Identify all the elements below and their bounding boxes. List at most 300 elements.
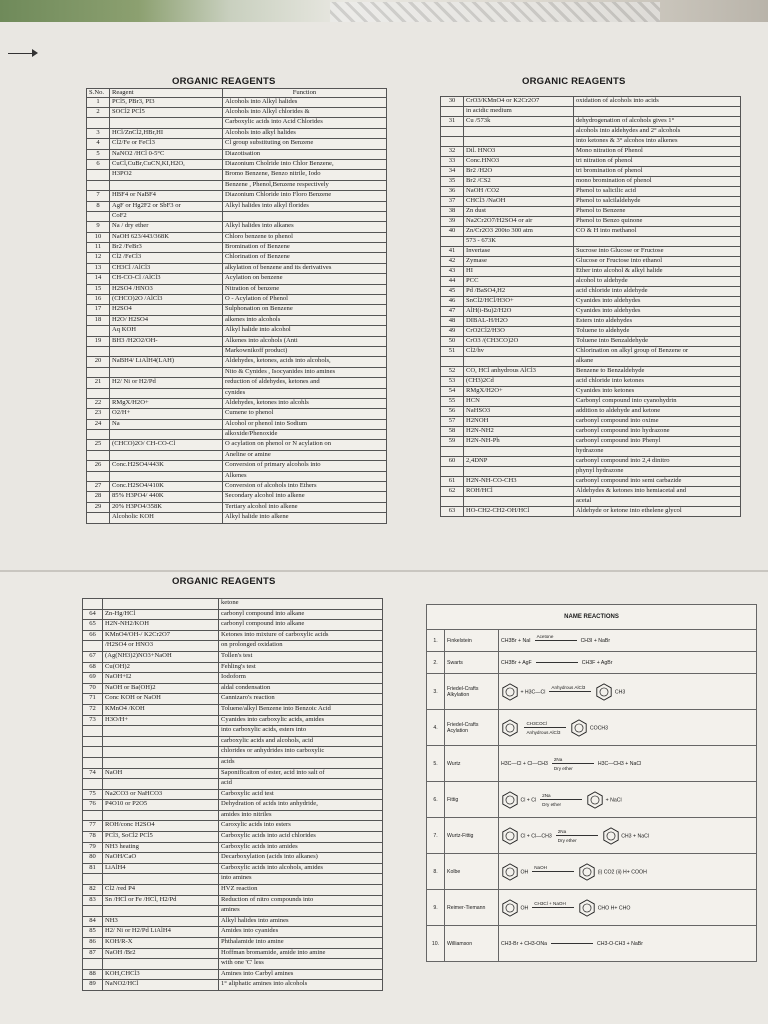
reaction-number: 1.: [427, 630, 445, 652]
table-row: [441, 477, 741, 487]
reaction-lhs: CH3-Br + CH3-ONa: [501, 940, 547, 947]
row-function: Aneline or amine: [223, 450, 387, 460]
row-function: Chlorination on alkyl group of Benzene or: [574, 347, 741, 357]
row-function: tri bromination of phenol: [574, 167, 741, 177]
benzene-ring-icon: [602, 833, 620, 839]
row-function: Alkyl halides into amines: [219, 916, 383, 927]
row-number: [87, 346, 110, 356]
row-function: O - Acylation of Phenol: [223, 295, 387, 305]
name-reactions-table: [426, 604, 757, 962]
table-row: [87, 357, 387, 367]
row-reagent: Br2 /CS2: [464, 177, 574, 187]
table-row: [87, 191, 387, 201]
table-row: [87, 284, 387, 294]
table-row: [87, 232, 387, 242]
row-number: 28: [87, 492, 110, 502]
table-row: [441, 427, 741, 437]
row-reagent: NaOH: [103, 768, 219, 779]
row-function: Hoffman bromamide, amide into amine: [219, 948, 383, 959]
row-number: 32: [441, 147, 464, 157]
header-function: Function: [223, 89, 387, 98]
table-row: [441, 317, 741, 327]
row-number: [83, 736, 103, 747]
table-row: [441, 387, 741, 397]
table-row: [83, 683, 383, 694]
row-number: 22: [87, 398, 110, 408]
reaction-arrow-icon: [532, 865, 574, 872]
reaction-equation: [499, 926, 757, 962]
row-reagent: /H2SO4 or HNO3: [103, 641, 219, 652]
table-row: [87, 243, 387, 253]
arrow-reagent-below: Anhydrous AlCl3: [526, 730, 561, 735]
table-row: [83, 651, 383, 662]
table-row: [87, 326, 387, 336]
reaction-equation: [499, 652, 757, 674]
arrow-reagent-below: Dry ether: [553, 765, 573, 771]
row-reagent: NaOH /CO2: [464, 187, 574, 197]
row-reagent: [110, 180, 223, 190]
benzene-ring-icon: [501, 797, 519, 803]
row-number: [83, 641, 103, 652]
row-number: [87, 430, 110, 440]
name-reaction-row: [427, 674, 757, 710]
row-number: 37: [441, 197, 464, 207]
row-function: Aldehydes & ketones into hemiacetal and: [574, 487, 741, 497]
row-reagent: [110, 471, 223, 481]
row-function: Alkenes: [223, 471, 387, 481]
row-function: Phenol to Benzo quinone: [574, 217, 741, 227]
reagents-table-3: [82, 598, 383, 991]
row-function: Glucose or Fructose into ethanol: [574, 257, 741, 267]
table-row: [83, 789, 383, 800]
row-number: [441, 467, 464, 477]
row-reagent: NH3 heating: [103, 842, 219, 853]
row-number: [83, 906, 103, 917]
row-reagent: HCl/ZnCl2,HBr,HI: [110, 128, 223, 138]
row-reagent: (CHCO)2O/ CH-CO-Cl: [110, 440, 223, 450]
row-number: [83, 757, 103, 768]
row-number: 7: [87, 191, 110, 201]
row-function: Carboxylic acid test: [219, 789, 383, 800]
row-function: reduction of aldehydes, ketones and: [223, 378, 387, 388]
row-number: [441, 107, 464, 117]
reaction-name: Friedel-Crafts Acylation: [445, 710, 499, 746]
row-number: 59: [441, 437, 464, 447]
row-function: 1° aliphatic amines into alcohols: [219, 980, 383, 991]
table-row: [83, 927, 383, 938]
row-reagent: NaNO2/HCl: [103, 980, 219, 991]
row-function: Benzene , Phenol,Benzene respectively: [223, 180, 387, 190]
row-function: cynides: [223, 388, 387, 398]
reaction-name: Reimer-Tiemann: [445, 890, 499, 926]
table-row: [441, 117, 741, 127]
row-function: carbonyl compound into Phenyl: [574, 437, 741, 447]
row-reagent: LiAlH4: [103, 863, 219, 874]
row-function: [574, 237, 741, 247]
row-function: Mono nitration of Phenol: [574, 147, 741, 157]
table-row: [87, 482, 387, 492]
table-row: [441, 307, 741, 317]
row-number: 52: [441, 367, 464, 377]
table-row: [83, 779, 383, 790]
table-row: [83, 757, 383, 768]
row-function: into ketones & 3° alcohos into alkenes: [574, 137, 741, 147]
row-reagent: [464, 467, 574, 477]
row-function: Cyanides into carboxylic acids, amides: [219, 715, 383, 726]
name-reaction-row: [427, 818, 757, 854]
row-function: acetal: [574, 497, 741, 507]
row-function: alcohols into aldehydes and 2° alcohols: [574, 127, 741, 137]
row-reagent: NaHSO3: [464, 407, 574, 417]
row-function: oxidation of alcohols into acids: [574, 97, 741, 107]
row-reagent: Zn/Cr2O3 200to 300 atm: [464, 227, 574, 237]
row-number: 68: [83, 662, 103, 673]
row-number: 15: [87, 284, 110, 294]
row-function: Conversion of primary alcohols into: [223, 461, 387, 471]
row-function: carbonyl compound into semi carbazide: [574, 477, 741, 487]
row-number: 21: [87, 378, 110, 388]
row-number: 60: [441, 457, 464, 467]
row-reagent: Sn /HCl or Fe /HCl, H2/Pd: [103, 895, 219, 906]
row-reagent: [110, 450, 223, 460]
row-function: mono bromination of phenol: [574, 177, 741, 187]
table-row: [441, 297, 741, 307]
table-row: [441, 407, 741, 417]
table-row: [83, 662, 383, 673]
row-number: [83, 726, 103, 737]
row-reagent: Cl2/Fe or FeCl3: [110, 139, 223, 149]
row-function: Ketones into mixture of carboxylic acids: [219, 630, 383, 641]
row-function: Conversion of alcohols into Ethers: [223, 482, 387, 492]
benzene-ring-icon: [595, 689, 613, 695]
row-reagent: HCN: [464, 397, 574, 407]
row-number: 6: [87, 159, 110, 169]
table-row: [441, 447, 741, 457]
row-reagent: H2NOH: [464, 417, 574, 427]
row-function: Tollen's test: [219, 651, 383, 662]
row-function: Phenol to salicilic acid: [574, 187, 741, 197]
row-number: 8: [87, 201, 110, 211]
name-reaction-row: [427, 710, 757, 746]
row-function: Alkyl halides into alkanes: [223, 222, 387, 232]
benzene-ring-icon: [586, 797, 604, 803]
row-number: 39: [441, 217, 464, 227]
row-function: alkylation of benzene and its derivatives: [223, 263, 387, 273]
row-function: carbonyl compound into hydrazone: [574, 427, 741, 437]
reaction-arrow-icon: [535, 633, 577, 641]
reaction-rhs: CH3F + AgBr: [581, 659, 613, 666]
reaction-number: 3.: [427, 674, 445, 710]
row-reagent: [110, 118, 223, 128]
reaction-arrow-icon: [551, 943, 593, 944]
row-number: 85: [83, 927, 103, 938]
row-function: alcohol to aldehyde: [574, 277, 741, 287]
name-reactions-title: NAME REACTIONS: [427, 605, 757, 630]
row-number: 44: [441, 277, 464, 287]
row-function: Fehling's test: [219, 662, 383, 673]
name-reaction-row: [427, 630, 757, 652]
row-function: chlorides or anhydrides into carboxylic: [219, 747, 383, 758]
row-number: 64: [83, 609, 103, 620]
row-number: 79: [83, 842, 103, 853]
table-row: [87, 336, 387, 346]
row-number: 82: [83, 885, 103, 896]
reaction-equation: [499, 782, 757, 818]
reaction-equation: [499, 710, 757, 746]
row-reagent: RMgX/H2O+: [464, 387, 574, 397]
row-number: 46: [441, 297, 464, 307]
reaction-name: Fittig: [445, 782, 499, 818]
row-number: 87: [83, 948, 103, 959]
row-function: Reduction of nitro compounds into: [219, 895, 383, 906]
arrow-reagent-above: Anhydrous AlCl3: [551, 685, 586, 690]
row-reagent: KMnO4 /KOH: [103, 704, 219, 715]
row-reagent: [103, 747, 219, 758]
row-number: 19: [87, 336, 110, 346]
row-function: Saponificaiton of ester, acid into salt of: [219, 768, 383, 779]
table-row: [87, 222, 387, 232]
row-number: [87, 388, 110, 398]
row-function: amines: [219, 906, 383, 917]
table-row: [441, 187, 741, 197]
row-reagent: [464, 127, 574, 137]
row-number: [87, 180, 110, 190]
table-row: [83, 948, 383, 959]
row-number: 14: [87, 274, 110, 284]
row-function: Toluene to aldehyde: [574, 327, 741, 337]
arrow-reagent-above: Acetone: [536, 633, 554, 639]
row-reagent: CrO3 /(CH3CO)2O: [464, 337, 574, 347]
row-reagent: Cl2 /FeCl3: [110, 253, 223, 263]
row-reagent: KOH,CHCl3: [103, 969, 219, 980]
row-function: carbonyl compound into alkane: [219, 620, 383, 631]
arrow-reagent-above: 2Na: [553, 756, 563, 762]
row-function: into carboxylic acids, esters into: [219, 726, 383, 737]
table-row: [83, 747, 383, 758]
row-reagent: DIBAL-H/H2O: [464, 317, 574, 327]
row-number: 48: [441, 317, 464, 327]
row-number: 16: [87, 295, 110, 305]
row-reagent: Cu(OH)2: [103, 662, 219, 673]
row-number: 75: [83, 789, 103, 800]
reaction-rhs: CH3I + NaBr: [580, 637, 611, 644]
reaction-lhs: CH3Br + AgF: [501, 659, 532, 666]
row-number: 55: [441, 397, 464, 407]
benzene-ring-icon: [501, 689, 519, 695]
row-function: Alcohol or phenol into Sodium: [223, 419, 387, 429]
reaction-number: 5.: [427, 746, 445, 782]
reaction-name: Friedel-Crafts Alkylation: [445, 674, 499, 710]
row-reagent: [103, 736, 219, 747]
row-number: 38: [441, 207, 464, 217]
row-function: Decarboxylation (acids into alkanes): [219, 853, 383, 864]
row-reagent: Invertase: [464, 247, 574, 257]
table-row: [87, 398, 387, 408]
reaction-rhs: COCH3: [589, 724, 609, 731]
row-reagent: H2/ Ni or H2/Pd LiAlH4: [103, 927, 219, 938]
table-row: [87, 253, 387, 263]
table-row: [441, 397, 741, 407]
reaction-arrow-icon: [540, 793, 582, 807]
table-row: [87, 211, 387, 221]
row-number: [83, 599, 103, 610]
table-row: [441, 147, 741, 157]
row-number: 51: [441, 347, 464, 357]
row-reagent: P4O10 or P2O5: [103, 800, 219, 811]
table-row: [441, 497, 741, 507]
table-row: [87, 378, 387, 388]
row-reagent: [110, 346, 223, 356]
row-reagent: [110, 430, 223, 440]
arrow-reagent-below: Dry ether: [542, 802, 562, 807]
reaction-number: 7.: [427, 818, 445, 854]
table-row: [441, 257, 741, 267]
name-reaction-row: [427, 926, 757, 962]
row-number: 31: [441, 117, 464, 127]
row-number: 13: [87, 263, 110, 273]
row-number: 77: [83, 821, 103, 832]
row-reagent: [464, 447, 574, 457]
table-row: [441, 197, 741, 207]
reaction-rhs: CH3: [614, 688, 626, 695]
row-reagent: Na / dry ether: [110, 222, 223, 232]
row-function: Alkyl halides into alkyl florides: [223, 201, 387, 211]
row-number: 11: [87, 243, 110, 253]
table-row: [87, 180, 387, 190]
row-function: aldal condensation: [219, 683, 383, 694]
row-reagent: Pd /BaSO4,H2: [464, 287, 574, 297]
row-reagent: [103, 726, 219, 737]
table-row: [441, 267, 741, 277]
row-function: Amides into cyanides: [219, 927, 383, 938]
table-row: [87, 430, 387, 440]
row-reagent: PCl3, SoCl2 PCl5: [103, 832, 219, 843]
benzene-ring-icon: [570, 725, 588, 731]
table-row: [441, 467, 741, 477]
row-reagent: Alcoholic KOH: [110, 513, 223, 523]
title-top-right: ORGANIC REAGENTS: [522, 76, 626, 87]
table-row: [441, 107, 741, 117]
reagents-table-1: [86, 88, 387, 524]
row-reagent: Conc.H2SO4/410K: [110, 482, 223, 492]
reaction-rhs: + NaCl: [605, 796, 622, 803]
row-reagent: NaOH/CaO: [103, 853, 219, 864]
row-number: 30: [441, 97, 464, 107]
row-function: into amines: [219, 874, 383, 885]
table-row: [87, 409, 387, 419]
row-number: 9: [87, 222, 110, 232]
benzene-ring-icon: [501, 725, 519, 731]
table-row: [441, 507, 741, 517]
table-row: [83, 980, 383, 991]
reaction-arrow-icon: [536, 662, 578, 663]
row-number: 18: [87, 315, 110, 325]
arrow-reagent-above: 2Na: [542, 793, 551, 798]
table-row: [441, 97, 741, 107]
reaction-name: Kolbe: [445, 854, 499, 890]
row-reagent: HI: [464, 267, 574, 277]
table-row: [441, 127, 741, 137]
row-number: 89: [83, 980, 103, 991]
row-reagent: [103, 874, 219, 885]
table-row: [87, 295, 387, 305]
row-function: phynyl hydrazone: [574, 467, 741, 477]
row-reagent: [103, 599, 219, 610]
row-function: Caroxylic acids into esters: [219, 821, 383, 832]
row-function: Cyanides into aldehydes: [574, 307, 741, 317]
row-function: O acylation on phenol or N acylation on: [223, 440, 387, 450]
table-row: [87, 263, 387, 273]
arrow-reagent-below: Dry ether: [557, 838, 577, 843]
row-number: [441, 137, 464, 147]
row-function: Alcohols into Alkyl chlorides &: [223, 107, 387, 117]
row-reagent: KMnO4/OH-/ K2Cr2O7: [103, 630, 219, 641]
row-number: 54: [441, 387, 464, 397]
row-reagent: 85% H3PO4/ 440K: [110, 492, 223, 502]
table-row: [83, 726, 383, 737]
row-reagent: H2SO4 /HNO3: [110, 284, 223, 294]
row-number: 66: [83, 630, 103, 641]
row-function: Carboxylic acids into alcohols, amides: [219, 863, 383, 874]
row-reagent: CH-CO-Cl /AlCl3: [110, 274, 223, 284]
row-reagent: PCl5, PBr3, PI3: [110, 97, 223, 107]
row-function: Nitration of benzene: [223, 284, 387, 294]
row-number: 63: [441, 507, 464, 517]
row-reagent: AlH(i-Bu)2/H2O: [464, 307, 574, 317]
row-number: [441, 497, 464, 507]
table-row: [83, 938, 383, 949]
arrow-reagent-above: CH3Cl + NaOH: [534, 901, 566, 906]
row-function: Phenol to salcilaldehyde: [574, 197, 741, 207]
row-reagent: H2SO4: [110, 305, 223, 315]
row-function: ketone: [219, 599, 383, 610]
row-reagent: H2O/ H2SO4: [110, 315, 223, 325]
table-row: [83, 895, 383, 906]
benzene-ring-icon: [578, 869, 596, 875]
row-number: 73: [83, 715, 103, 726]
row-function: tri nitration of phenol: [574, 157, 741, 167]
row-reagent: ROH/HCl: [464, 487, 574, 497]
table-row: [441, 177, 741, 187]
row-number: 47: [441, 307, 464, 317]
table-row: [441, 347, 741, 357]
reaction-name: Finkelstein: [445, 630, 499, 652]
row-reagent: CH3Cl /AlCl3: [110, 263, 223, 273]
row-function: Diazonium Chloride into Floro Benzene: [223, 191, 387, 201]
row-number: 76: [83, 800, 103, 811]
row-function: alkoxide/Phenoxide: [223, 430, 387, 440]
row-reagent: H3PO2: [110, 170, 223, 180]
reaction-lhs: H3C—Cl + Cl—CH3: [501, 760, 548, 767]
row-reagent: [103, 959, 219, 970]
row-number: 5: [87, 149, 110, 159]
table-row: [83, 842, 383, 853]
row-reagent: H2/ Ni or H2/Pd: [110, 378, 223, 388]
table-row: [87, 274, 387, 284]
table-row: [87, 315, 387, 325]
table-row: [87, 471, 387, 481]
table-row: [83, 969, 383, 980]
row-reagent: [103, 779, 219, 790]
row-reagent: NaNO2 /HCl 0-5°C: [110, 149, 223, 159]
row-function: Toluene into Benzaldehyde: [574, 337, 741, 347]
name-reaction-row: [427, 652, 757, 674]
row-reagent: Na2Cr2O7/H2SO4 or air: [464, 217, 574, 227]
table-row: [87, 367, 387, 377]
name-reaction-row: [427, 746, 757, 782]
table-row: [441, 227, 741, 237]
row-function: CO & H into methanol: [574, 227, 741, 237]
